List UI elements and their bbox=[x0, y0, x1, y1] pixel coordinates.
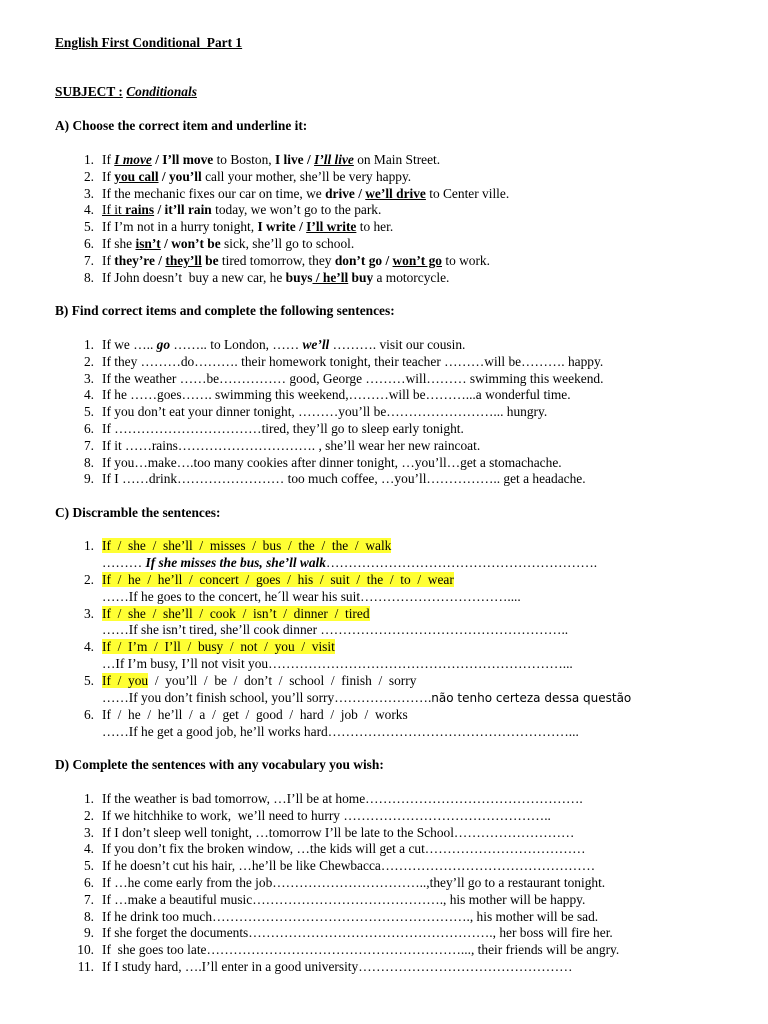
list-item: 7. If it ……rains…………………………. , she’ll wear her new raincoat. bbox=[83, 437, 481, 453]
section-c-list bbox=[83, 538, 632, 741]
section-d-heading: D) Complete the sentences with any vocabulary you wish: bbox=[55, 757, 384, 772]
list-item: 7. If they’re / they’ll be tired tomorrow, they don’t go / won’t go to work. bbox=[83, 252, 490, 268]
list-item: 4. If / I’m / I’ll / busy / not / you / visit …If I’m busy, I’ll not visit you…………………………………………………………... bbox=[102, 639, 631, 673]
section-a-heading: A) Choose the correct item and underline it: bbox=[55, 118, 308, 133]
scrambled-words: If / he / he’ll / a / get / good / hard / job / works bbox=[102, 706, 408, 722]
list-item: 1. If / she / she’ll / misses / bus / the / the / walk ……… If she misses the bus, she’ll walk……………………………………………………. bbox=[102, 538, 631, 572]
answer-line: …If I’m busy, I’ll not visit you…………………………………………………………... bbox=[102, 656, 573, 672]
answer-line: ……If he get a good job, he’ll works hard………………………………………………... bbox=[102, 723, 579, 739]
section-a-list bbox=[83, 152, 510, 286]
section-b-list bbox=[83, 337, 604, 488]
section-b-heading: B) Find correct items and complete the following sentences: bbox=[55, 303, 395, 318]
list-item: 11. If I study hard, ….I’ll enter in a good university………………………………………… bbox=[77, 958, 573, 974]
list-item: 6. If she isn’t / won’t be sick, she’ll go to school. bbox=[83, 235, 355, 251]
list-item: 8. If John doesn’t buy a new car, he buys / he’ll buy a motorcycle. bbox=[83, 269, 450, 285]
section-d-list bbox=[77, 791, 620, 976]
list-item: 6. If / he / he’ll / a / get / good / hard / job / works ……If he get a good job, he’ll works hard………………………………………………... bbox=[102, 707, 631, 741]
list-item: 3. If I don’t sleep well tonight, …tomorrow I’ll be late to the School……………………… bbox=[83, 824, 575, 840]
list-item: 8. If you…make….too many cookies after dinner tonight, …you’ll…get a stomachache. bbox=[83, 454, 562, 470]
list-item: 5. If / you / you’ll / be / don’t / school / finish / sorry ……If you don’t finish school, you’ll sorry………………….não tenho certeza dessa questão bbox=[83, 673, 632, 705]
list-item: 1. If we ….. go …….. to London, …… we’ll ………. visit our cousin. bbox=[83, 337, 466, 352]
scrambled-words: If / she / she’ll / cook / isn’t / dinner / tired bbox=[102, 605, 370, 621]
list-item: 9. If I ……drink…………………… too much coffee, …you’ll…………….. get a headache. bbox=[83, 471, 586, 487]
scrambled-words: If / she / she’ll / misses / bus / the / the / walk bbox=[102, 538, 392, 553]
list-item: 3. If / she / she’ll / cook / isn’t / dinner / tired ……If she isn’t tired, she’ll cook dinner ……………………………………………….. bbox=[102, 606, 631, 640]
list-item: 5. If he doesn’t cut his hair, …he’ll be like Chewbacca………………………………………… bbox=[83, 858, 596, 874]
list-item: 3. If the weather ……be…………… good, George ………will……… swimming this weekend. bbox=[83, 370, 604, 386]
list-item: 1. If the weather is bad tomorrow, …I’ll be at home…………………………………………. bbox=[83, 791, 583, 806]
answer-line: ……If she isn’t tired, she’ll cook dinner ……………………………………………….. bbox=[102, 622, 569, 638]
list-item: 9. If she forget the documents………………………………………………., her boss will fire her. bbox=[83, 925, 613, 941]
list-item: 7. If …make a beautiful music……………………………………., his mother will be happy. bbox=[83, 891, 586, 907]
list-item: 6. If ……………………………tired, they’ll go to sleep early tonight. bbox=[83, 420, 464, 436]
scrambled-words: If / you bbox=[102, 673, 149, 689]
list-item: 4. If you don’t fix the broken window, …the kids will get a cut……………………………… bbox=[83, 841, 586, 857]
subject-label: SUBJECT : bbox=[55, 84, 123, 99]
list-item: 5. If I’m not in a hurry tonight, I write / I’ll write to her. bbox=[83, 219, 394, 235]
section-c-heading: C) Discramble the sentences: bbox=[55, 505, 221, 520]
list-item: 2. If / he / he’ll / concert / goes / his / suit / the / to / wear ……If he goes to the concert, he´ll wear his suit…………………………….... bbox=[102, 572, 631, 606]
scrambled-words: If / I’m / I’ll / busy / not / you / visit bbox=[102, 639, 335, 655]
document-title: English First Conditional Part 1 bbox=[55, 35, 243, 50]
list-item: 3. If the mechanic fixes our car on time, we drive / we’ll drive to Center ville. bbox=[83, 185, 510, 201]
answer-line: ……If you don’t finish school, you’ll sorry………………….não tenho certeza dessa questão bbox=[102, 689, 632, 705]
list-item: 4. If he ……goes……. swimming this weekend,………will be………...a wonderful time. bbox=[83, 387, 571, 403]
list-item: 8. If he drink too much…………………………………………………., his mother will be sad. bbox=[83, 908, 599, 924]
list-item: 1. If I move / I’ll move to Boston, I live / I’ll live on Main Street. bbox=[83, 152, 441, 167]
list-item: 5. If you don’t eat your dinner tonight, ………you’ll be……………………... hungry. bbox=[83, 404, 548, 420]
list-item: 2. If you call / you’ll call your mother, she’ll be very happy. bbox=[83, 168, 412, 184]
list-item: 2. If they ………do………. their homework tonight, their teacher ………will be………. happy. bbox=[83, 353, 604, 369]
answer-note: não tenho certeza dessa questão bbox=[431, 690, 632, 705]
answer-line: ……… If she misses the bus, she’ll walk……………………………………………………. bbox=[102, 554, 598, 570]
list-item: 10. If she goes too late…………………………………………………..., their friends will be angry. bbox=[77, 942, 620, 958]
subject-value: Conditionals bbox=[126, 84, 197, 99]
subject-line bbox=[55, 84, 197, 100]
answer-line: ……If he goes to the concert, he´ll wear his suit…………………………….... bbox=[102, 588, 521, 604]
scrambled-words: If / he / he’ll / concert / goes / his / suit / the / to / wear bbox=[102, 571, 454, 587]
list-item: 6. If …he come early from the job……………………………..,they’ll go to a restaurant tonight. bbox=[83, 874, 606, 890]
list-item: 4. If it rains / it’ll rain today, we won’t go to the park. bbox=[83, 202, 382, 218]
list-item: 2. If we hitchhike to work, we’ll need to hurry ……………………………………….. bbox=[83, 807, 551, 823]
